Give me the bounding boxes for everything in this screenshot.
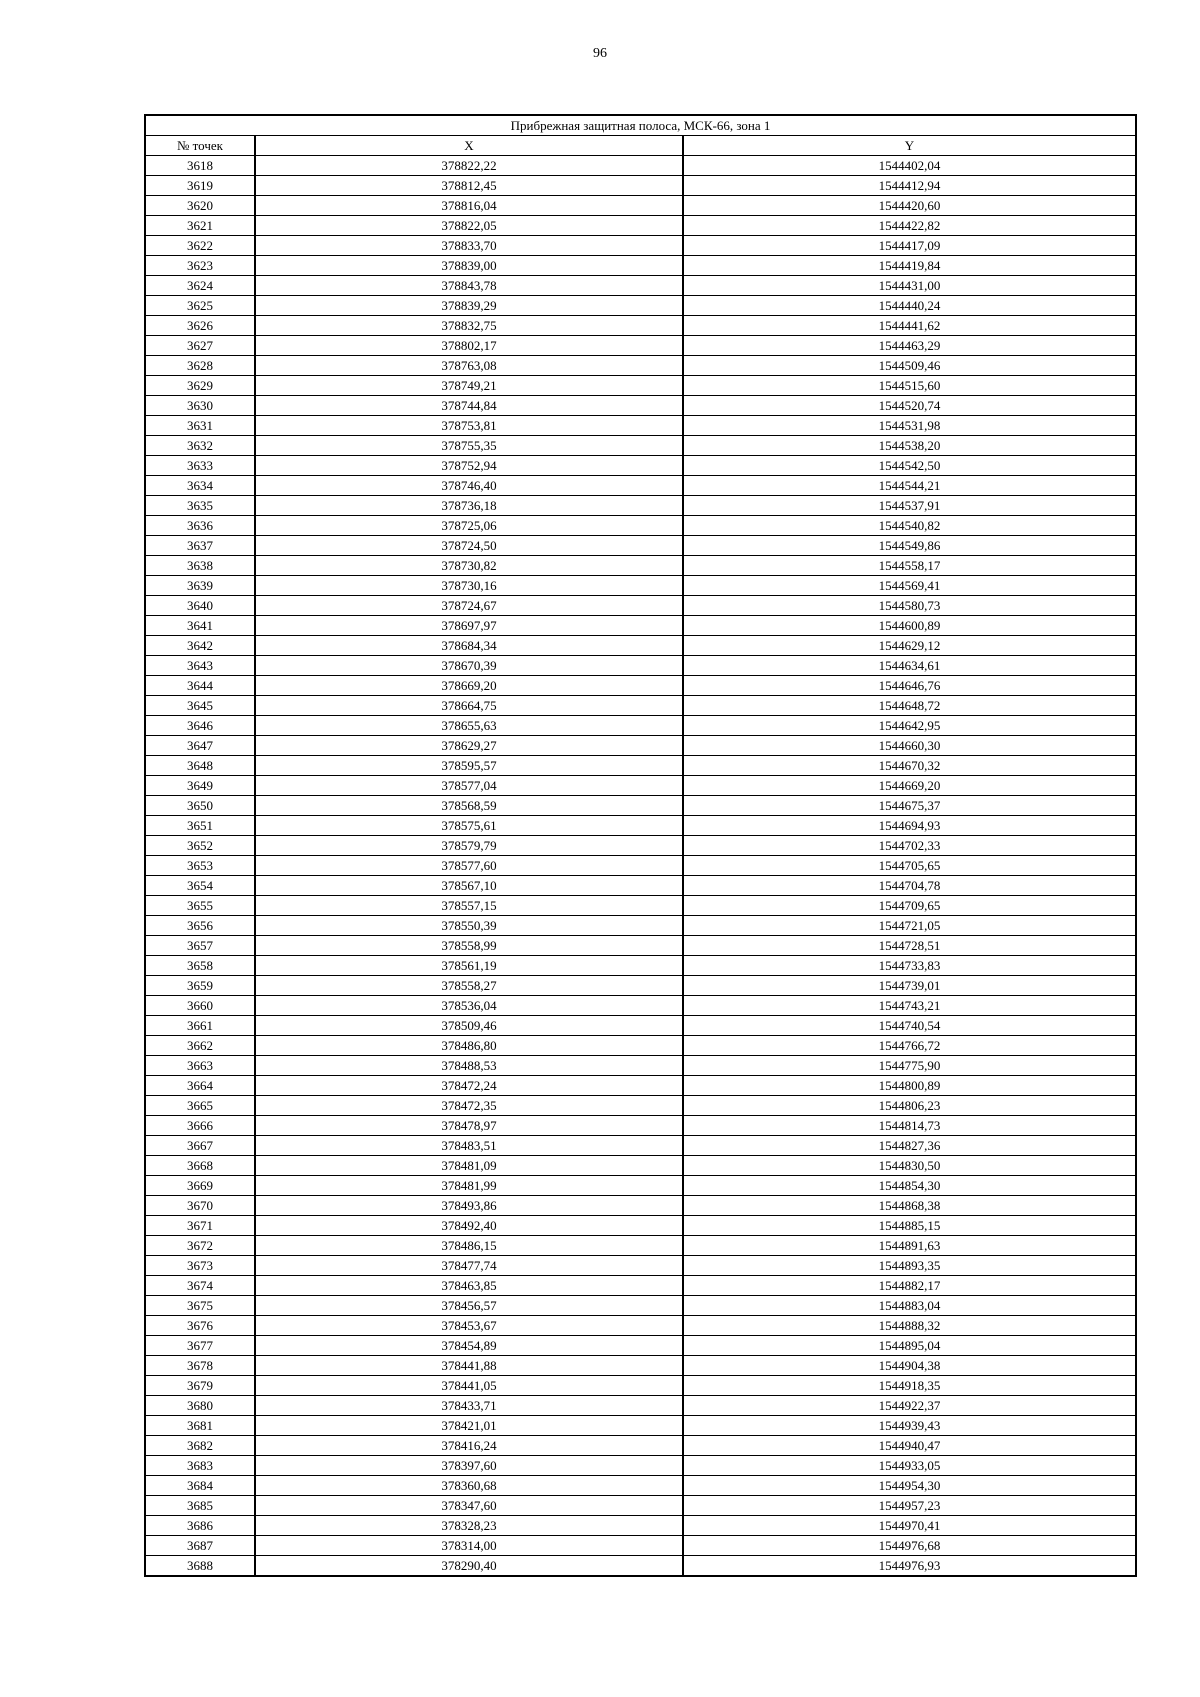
table-row xyxy=(145,936,1136,956)
point-number-cell: 3678 xyxy=(145,1356,255,1376)
y-coordinate-cell: 1544933,05 xyxy=(683,1456,1136,1476)
x-coordinate-cell: 378478,97 xyxy=(255,1116,683,1136)
column-header-point-number: № точек xyxy=(145,136,255,156)
x-coordinate-cell: 378550,39 xyxy=(255,916,683,936)
table-row xyxy=(145,1156,1136,1176)
table-row xyxy=(145,616,1136,636)
point-number-cell: 3656 xyxy=(145,916,255,936)
y-coordinate-cell: 1544544,21 xyxy=(683,476,1136,496)
y-coordinate-cell: 1544634,61 xyxy=(683,656,1136,676)
table-row xyxy=(145,716,1136,736)
x-coordinate-cell: 378749,21 xyxy=(255,376,683,396)
point-number-cell: 3634 xyxy=(145,476,255,496)
y-coordinate-cell: 1544976,68 xyxy=(683,1536,1136,1556)
x-coordinate-cell: 378697,97 xyxy=(255,616,683,636)
table-row xyxy=(145,876,1136,896)
x-coordinate-cell: 378577,60 xyxy=(255,856,683,876)
y-coordinate-cell: 1544883,04 xyxy=(683,1296,1136,1316)
point-number-cell: 3671 xyxy=(145,1216,255,1236)
x-coordinate-cell: 378433,71 xyxy=(255,1396,683,1416)
table-row xyxy=(145,1096,1136,1116)
point-number-cell: 3686 xyxy=(145,1516,255,1536)
y-coordinate-cell: 1544895,04 xyxy=(683,1336,1136,1356)
point-number-cell: 3662 xyxy=(145,1036,255,1056)
y-coordinate-cell: 1544775,90 xyxy=(683,1056,1136,1076)
table-row xyxy=(145,736,1136,756)
table-row xyxy=(145,516,1136,536)
x-coordinate-cell: 378290,40 xyxy=(255,1556,683,1577)
point-number-cell: 3619 xyxy=(145,176,255,196)
x-coordinate-cell: 378483,51 xyxy=(255,1136,683,1156)
x-coordinate-cell: 378456,57 xyxy=(255,1296,683,1316)
point-number-cell: 3624 xyxy=(145,276,255,296)
y-coordinate-cell: 1544918,35 xyxy=(683,1376,1136,1396)
y-coordinate-cell: 1544669,20 xyxy=(683,776,1136,796)
y-coordinate-cell: 1544440,24 xyxy=(683,296,1136,316)
table-row xyxy=(145,1136,1136,1156)
x-coordinate-cell: 378669,20 xyxy=(255,676,683,696)
table-header-row xyxy=(145,136,1136,156)
table-row xyxy=(145,596,1136,616)
x-coordinate-cell: 378753,81 xyxy=(255,416,683,436)
table-row xyxy=(145,1456,1136,1476)
table-title: Прибрежная защитная полоса, МСК-66, зона 1 xyxy=(145,115,1136,136)
table-row xyxy=(145,1496,1136,1516)
point-number-cell: 3640 xyxy=(145,596,255,616)
y-coordinate-cell: 1544629,12 xyxy=(683,636,1136,656)
table-row xyxy=(145,816,1136,836)
y-coordinate-cell: 1544885,15 xyxy=(683,1216,1136,1236)
y-coordinate-cell: 1544957,23 xyxy=(683,1496,1136,1516)
x-coordinate-cell: 378486,15 xyxy=(255,1236,683,1256)
x-coordinate-cell: 378595,57 xyxy=(255,756,683,776)
x-coordinate-cell: 378536,04 xyxy=(255,996,683,1016)
table-row xyxy=(145,1356,1136,1376)
point-number-cell: 3626 xyxy=(145,316,255,336)
table-row xyxy=(145,556,1136,576)
x-coordinate-cell: 378812,45 xyxy=(255,176,683,196)
x-coordinate-cell: 378664,75 xyxy=(255,696,683,716)
x-coordinate-cell: 378561,19 xyxy=(255,956,683,976)
table-row xyxy=(145,1436,1136,1456)
table-row xyxy=(145,1216,1136,1236)
x-coordinate-cell: 378752,94 xyxy=(255,456,683,476)
point-number-cell: 3620 xyxy=(145,196,255,216)
y-coordinate-cell: 1544766,72 xyxy=(683,1036,1136,1056)
y-coordinate-cell: 1544463,29 xyxy=(683,336,1136,356)
table-row xyxy=(145,1416,1136,1436)
point-number-cell: 3676 xyxy=(145,1316,255,1336)
y-coordinate-cell: 1544509,46 xyxy=(683,356,1136,376)
table-row xyxy=(145,356,1136,376)
point-number-cell: 3670 xyxy=(145,1196,255,1216)
point-number-cell: 3638 xyxy=(145,556,255,576)
point-number-cell: 3684 xyxy=(145,1476,255,1496)
point-number-cell: 3641 xyxy=(145,616,255,636)
point-number-cell: 3628 xyxy=(145,356,255,376)
x-coordinate-cell: 378454,89 xyxy=(255,1336,683,1356)
table-row xyxy=(145,676,1136,696)
x-coordinate-cell: 378568,59 xyxy=(255,796,683,816)
table-row xyxy=(145,196,1136,216)
x-coordinate-cell: 378833,70 xyxy=(255,236,683,256)
table-row xyxy=(145,1336,1136,1356)
y-coordinate-cell: 1544709,65 xyxy=(683,896,1136,916)
x-coordinate-cell: 378724,50 xyxy=(255,536,683,556)
table-row xyxy=(145,1376,1136,1396)
y-coordinate-cell: 1544419,84 xyxy=(683,256,1136,276)
x-coordinate-cell: 378575,61 xyxy=(255,816,683,836)
point-number-cell: 3681 xyxy=(145,1416,255,1436)
table-row xyxy=(145,1036,1136,1056)
table-row xyxy=(145,1116,1136,1136)
y-coordinate-cell: 1544694,93 xyxy=(683,816,1136,836)
y-coordinate-cell: 1544531,98 xyxy=(683,416,1136,436)
y-coordinate-cell: 1544538,20 xyxy=(683,436,1136,456)
x-coordinate-cell: 378347,60 xyxy=(255,1496,683,1516)
y-coordinate-cell: 1544904,38 xyxy=(683,1356,1136,1376)
table-row xyxy=(145,396,1136,416)
table-row xyxy=(145,1056,1136,1076)
column-header-x: X xyxy=(255,136,683,156)
y-coordinate-cell: 1544891,63 xyxy=(683,1236,1136,1256)
table-row xyxy=(145,496,1136,516)
table-row xyxy=(145,476,1136,496)
table-row xyxy=(145,416,1136,436)
y-coordinate-cell: 1544412,94 xyxy=(683,176,1136,196)
table-row xyxy=(145,156,1136,176)
y-coordinate-cell: 1544806,23 xyxy=(683,1096,1136,1116)
x-coordinate-cell: 378724,67 xyxy=(255,596,683,616)
x-coordinate-cell: 378488,53 xyxy=(255,1056,683,1076)
y-coordinate-cell: 1544830,50 xyxy=(683,1156,1136,1176)
y-coordinate-cell: 1544402,04 xyxy=(683,156,1136,176)
y-coordinate-cell: 1544515,60 xyxy=(683,376,1136,396)
page-number: 96 xyxy=(593,46,607,61)
table-row xyxy=(145,1396,1136,1416)
table-row xyxy=(145,456,1136,476)
table-row xyxy=(145,376,1136,396)
x-coordinate-cell: 378629,27 xyxy=(255,736,683,756)
table-row xyxy=(145,1076,1136,1096)
x-coordinate-cell: 378832,75 xyxy=(255,316,683,336)
table-row xyxy=(145,1536,1136,1556)
x-coordinate-cell: 378416,24 xyxy=(255,1436,683,1456)
table-row xyxy=(145,336,1136,356)
table-row xyxy=(145,1276,1136,1296)
point-number-cell: 3621 xyxy=(145,216,255,236)
point-number-cell: 3649 xyxy=(145,776,255,796)
y-coordinate-cell: 1544646,76 xyxy=(683,676,1136,696)
x-coordinate-cell: 378730,16 xyxy=(255,576,683,596)
point-number-cell: 3636 xyxy=(145,516,255,536)
point-number-cell: 3629 xyxy=(145,376,255,396)
y-coordinate-cell: 1544670,32 xyxy=(683,756,1136,776)
point-number-cell: 3639 xyxy=(145,576,255,596)
x-coordinate-cell: 378822,22 xyxy=(255,156,683,176)
x-coordinate-cell: 378577,04 xyxy=(255,776,683,796)
point-number-cell: 3679 xyxy=(145,1376,255,1396)
y-coordinate-cell: 1544422,82 xyxy=(683,216,1136,236)
table-row xyxy=(145,216,1136,236)
point-number-cell: 3673 xyxy=(145,1256,255,1276)
table-row xyxy=(145,916,1136,936)
point-number-cell: 3677 xyxy=(145,1336,255,1356)
y-coordinate-cell: 1544417,09 xyxy=(683,236,1136,256)
x-coordinate-cell: 378477,74 xyxy=(255,1256,683,1276)
y-coordinate-cell: 1544854,30 xyxy=(683,1176,1136,1196)
point-number-cell: 3644 xyxy=(145,676,255,696)
point-number-cell: 3665 xyxy=(145,1096,255,1116)
table-row xyxy=(145,436,1136,456)
x-coordinate-cell: 378802,17 xyxy=(255,336,683,356)
point-number-cell: 3657 xyxy=(145,936,255,956)
table-row xyxy=(145,996,1136,1016)
x-coordinate-cell: 378421,01 xyxy=(255,1416,683,1436)
y-coordinate-cell: 1544542,50 xyxy=(683,456,1136,476)
x-coordinate-cell: 378736,18 xyxy=(255,496,683,516)
point-number-cell: 3682 xyxy=(145,1436,255,1456)
table-row xyxy=(145,636,1136,656)
x-coordinate-cell: 378328,23 xyxy=(255,1516,683,1536)
point-number-cell: 3675 xyxy=(145,1296,255,1316)
x-coordinate-cell: 378314,00 xyxy=(255,1536,683,1556)
x-coordinate-cell: 378481,09 xyxy=(255,1156,683,1176)
x-coordinate-cell: 378655,63 xyxy=(255,716,683,736)
x-coordinate-cell: 378725,06 xyxy=(255,516,683,536)
y-coordinate-cell: 1544537,91 xyxy=(683,496,1136,516)
y-coordinate-cell: 1544940,47 xyxy=(683,1436,1136,1456)
point-number-cell: 3646 xyxy=(145,716,255,736)
point-number-cell: 3622 xyxy=(145,236,255,256)
table-row xyxy=(145,1296,1136,1316)
y-coordinate-cell: 1544814,73 xyxy=(683,1116,1136,1136)
point-number-cell: 3648 xyxy=(145,756,255,776)
table-row xyxy=(145,976,1136,996)
x-coordinate-cell: 378492,40 xyxy=(255,1216,683,1236)
y-coordinate-cell: 1544558,17 xyxy=(683,556,1136,576)
x-coordinate-cell: 378481,99 xyxy=(255,1176,683,1196)
table-row xyxy=(145,316,1136,336)
point-number-cell: 3627 xyxy=(145,336,255,356)
x-coordinate-cell: 378839,00 xyxy=(255,256,683,276)
y-coordinate-cell: 1544893,35 xyxy=(683,1256,1136,1276)
x-coordinate-cell: 378684,34 xyxy=(255,636,683,656)
point-number-cell: 3653 xyxy=(145,856,255,876)
y-coordinate-cell: 1544970,41 xyxy=(683,1516,1136,1536)
y-coordinate-cell: 1544569,41 xyxy=(683,576,1136,596)
x-coordinate-cell: 378472,35 xyxy=(255,1096,683,1116)
y-coordinate-cell: 1544888,32 xyxy=(683,1316,1136,1336)
y-coordinate-cell: 1544976,93 xyxy=(683,1556,1136,1577)
y-coordinate-cell: 1544868,38 xyxy=(683,1196,1136,1216)
table-row xyxy=(145,1316,1136,1336)
point-number-cell: 3635 xyxy=(145,496,255,516)
table-row xyxy=(145,956,1136,976)
point-number-cell: 3688 xyxy=(145,1556,255,1577)
y-coordinate-cell: 1544743,21 xyxy=(683,996,1136,1016)
x-coordinate-cell: 378822,05 xyxy=(255,216,683,236)
y-coordinate-cell: 1544549,86 xyxy=(683,536,1136,556)
y-coordinate-cell: 1544721,05 xyxy=(683,916,1136,936)
table-row xyxy=(145,1516,1136,1536)
y-coordinate-cell: 1544954,30 xyxy=(683,1476,1136,1496)
point-number-cell: 3668 xyxy=(145,1156,255,1176)
point-number-cell: 3650 xyxy=(145,796,255,816)
x-coordinate-cell: 378763,08 xyxy=(255,356,683,376)
table-row xyxy=(145,836,1136,856)
point-number-cell: 3655 xyxy=(145,896,255,916)
point-number-cell: 3660 xyxy=(145,996,255,1016)
point-number-cell: 3663 xyxy=(145,1056,255,1076)
y-coordinate-cell: 1544733,83 xyxy=(683,956,1136,976)
point-number-cell: 3647 xyxy=(145,736,255,756)
point-number-cell: 3623 xyxy=(145,256,255,276)
table-row xyxy=(145,1256,1136,1276)
x-coordinate-cell: 378670,39 xyxy=(255,656,683,676)
x-coordinate-cell: 378509,46 xyxy=(255,1016,683,1036)
point-number-cell: 3680 xyxy=(145,1396,255,1416)
y-coordinate-cell: 1544939,43 xyxy=(683,1416,1136,1436)
table-row xyxy=(145,1236,1136,1256)
table-row xyxy=(145,176,1136,196)
y-coordinate-cell: 1544827,36 xyxy=(683,1136,1136,1156)
point-number-cell: 3672 xyxy=(145,1236,255,1256)
y-coordinate-cell: 1544728,51 xyxy=(683,936,1136,956)
table-row xyxy=(145,776,1136,796)
point-number-cell: 3674 xyxy=(145,1276,255,1296)
point-number-cell: 3685 xyxy=(145,1496,255,1516)
table-row xyxy=(145,696,1136,716)
x-coordinate-cell: 378567,10 xyxy=(255,876,683,896)
point-number-cell: 3645 xyxy=(145,696,255,716)
point-number-cell: 3642 xyxy=(145,636,255,656)
y-coordinate-cell: 1544922,37 xyxy=(683,1396,1136,1416)
point-number-cell: 3687 xyxy=(145,1536,255,1556)
x-coordinate-cell: 378744,84 xyxy=(255,396,683,416)
y-coordinate-cell: 1544882,17 xyxy=(683,1276,1136,1296)
table-row xyxy=(145,1016,1136,1036)
x-coordinate-cell: 378730,82 xyxy=(255,556,683,576)
y-coordinate-cell: 1544648,72 xyxy=(683,696,1136,716)
x-coordinate-cell: 378746,40 xyxy=(255,476,683,496)
point-number-cell: 3630 xyxy=(145,396,255,416)
table-row xyxy=(145,256,1136,276)
y-coordinate-cell: 1544675,37 xyxy=(683,796,1136,816)
table-row xyxy=(145,856,1136,876)
table-row xyxy=(145,1476,1136,1496)
point-number-cell: 3618 xyxy=(145,156,255,176)
y-coordinate-cell: 1544431,00 xyxy=(683,276,1136,296)
y-coordinate-cell: 1544800,89 xyxy=(683,1076,1136,1096)
x-coordinate-cell: 378557,15 xyxy=(255,896,683,916)
point-number-cell: 3651 xyxy=(145,816,255,836)
table-row xyxy=(145,236,1136,256)
x-coordinate-cell: 378755,35 xyxy=(255,436,683,456)
y-coordinate-cell: 1544441,62 xyxy=(683,316,1136,336)
table-row xyxy=(145,1196,1136,1216)
y-coordinate-cell: 1544739,01 xyxy=(683,976,1136,996)
point-number-cell: 3664 xyxy=(145,1076,255,1096)
x-coordinate-cell: 378558,99 xyxy=(255,936,683,956)
table-row xyxy=(145,276,1136,296)
y-coordinate-cell: 1544420,60 xyxy=(683,196,1136,216)
y-coordinate-cell: 1544642,95 xyxy=(683,716,1136,736)
x-coordinate-cell: 378472,24 xyxy=(255,1076,683,1096)
table-row xyxy=(145,576,1136,596)
table-row xyxy=(145,756,1136,776)
point-number-cell: 3625 xyxy=(145,296,255,316)
x-coordinate-cell: 378453,67 xyxy=(255,1316,683,1336)
y-coordinate-cell: 1544660,30 xyxy=(683,736,1136,756)
table-row xyxy=(145,296,1136,316)
point-number-cell: 3661 xyxy=(145,1016,255,1036)
table-row xyxy=(145,1556,1136,1577)
x-coordinate-cell: 378816,04 xyxy=(255,196,683,216)
x-coordinate-cell: 378843,78 xyxy=(255,276,683,296)
table-row xyxy=(145,656,1136,676)
table-title-row xyxy=(145,115,1136,136)
point-number-cell: 3633 xyxy=(145,456,255,476)
y-coordinate-cell: 1544580,73 xyxy=(683,596,1136,616)
point-number-cell: 3683 xyxy=(145,1456,255,1476)
point-number-cell: 3652 xyxy=(145,836,255,856)
table-row xyxy=(145,536,1136,556)
table-row xyxy=(145,1176,1136,1196)
x-coordinate-cell: 378579,79 xyxy=(255,836,683,856)
y-coordinate-cell: 1544520,74 xyxy=(683,396,1136,416)
x-coordinate-cell: 378463,85 xyxy=(255,1276,683,1296)
coordinates-table xyxy=(144,114,1137,1577)
table-row xyxy=(145,796,1136,816)
table-row xyxy=(145,896,1136,916)
y-coordinate-cell: 1544540,82 xyxy=(683,516,1136,536)
x-coordinate-cell: 378441,88 xyxy=(255,1356,683,1376)
point-number-cell: 3659 xyxy=(145,976,255,996)
y-coordinate-cell: 1544704,78 xyxy=(683,876,1136,896)
point-number-cell: 3667 xyxy=(145,1136,255,1156)
x-coordinate-cell: 378441,05 xyxy=(255,1376,683,1396)
x-coordinate-cell: 378397,60 xyxy=(255,1456,683,1476)
point-number-cell: 3658 xyxy=(145,956,255,976)
y-coordinate-cell: 1544705,65 xyxy=(683,856,1136,876)
point-number-cell: 3643 xyxy=(145,656,255,676)
point-number-cell: 3632 xyxy=(145,436,255,456)
point-number-cell: 3669 xyxy=(145,1176,255,1196)
x-coordinate-cell: 378558,27 xyxy=(255,976,683,996)
y-coordinate-cell: 1544600,89 xyxy=(683,616,1136,636)
x-coordinate-cell: 378486,80 xyxy=(255,1036,683,1056)
x-coordinate-cell: 378839,29 xyxy=(255,296,683,316)
y-coordinate-cell: 1544702,33 xyxy=(683,836,1136,856)
table-body xyxy=(145,156,1136,1577)
x-coordinate-cell: 378360,68 xyxy=(255,1476,683,1496)
column-header-y: Y xyxy=(683,136,1136,156)
point-number-cell: 3654 xyxy=(145,876,255,896)
y-coordinate-cell: 1544740,54 xyxy=(683,1016,1136,1036)
point-number-cell: 3637 xyxy=(145,536,255,556)
point-number-cell: 3631 xyxy=(145,416,255,436)
point-number-cell: 3666 xyxy=(145,1116,255,1136)
x-coordinate-cell: 378493,86 xyxy=(255,1196,683,1216)
